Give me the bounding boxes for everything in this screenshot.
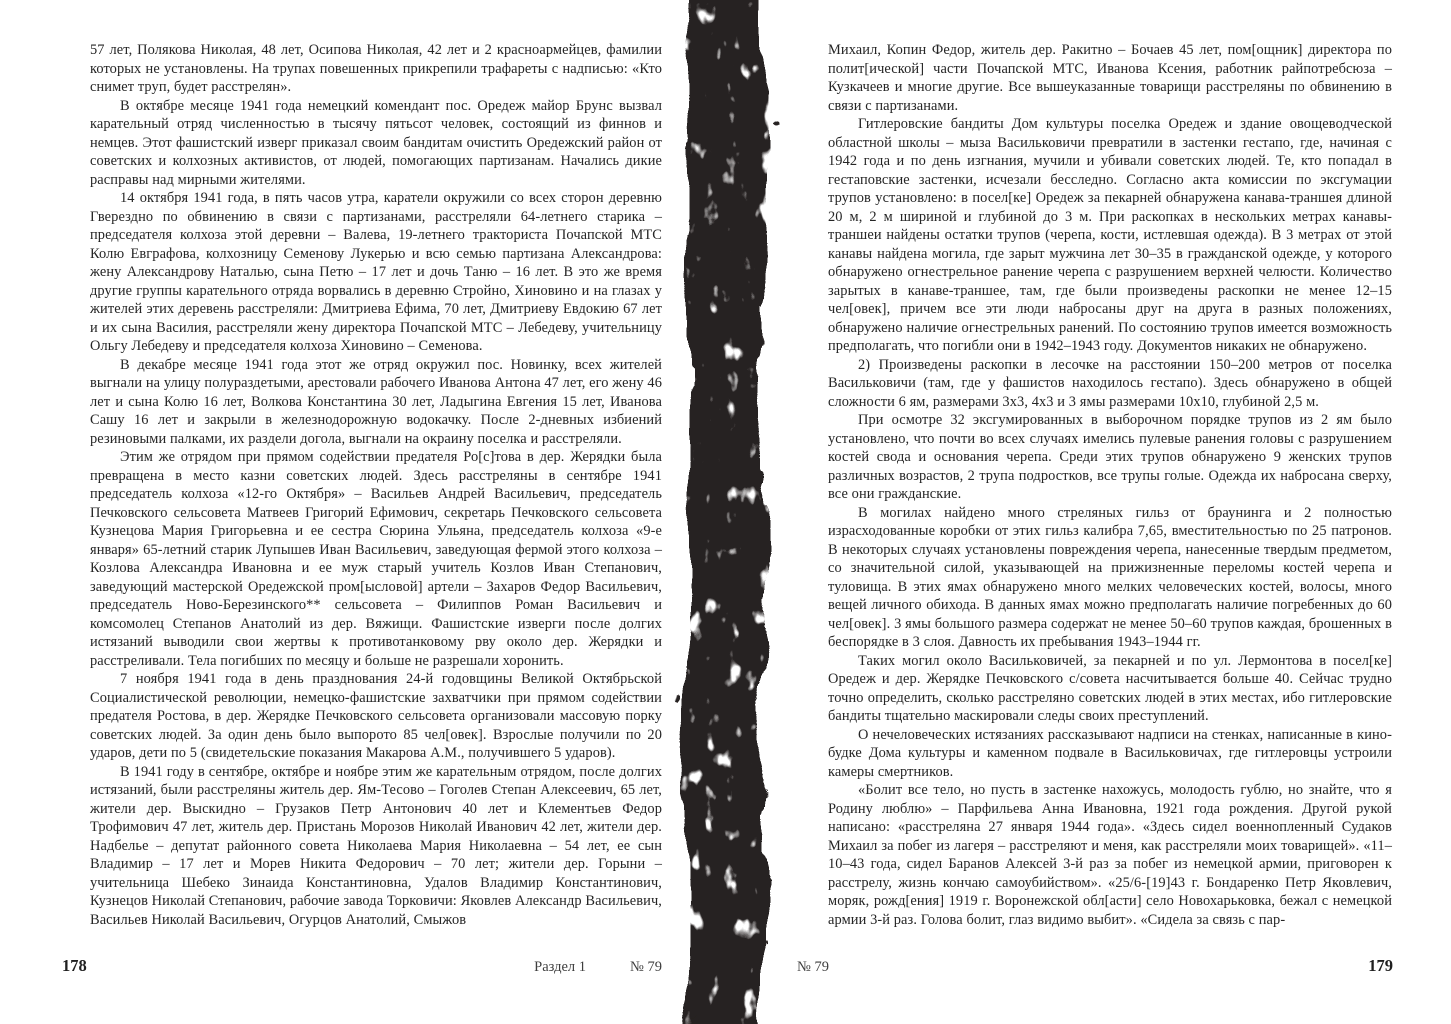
page-right-text [828, 41, 1392, 929]
paragraph: О нечеловеческих истязаниях рассказывают надписи на стенках, написанные в кино-будке Дома культуры и каменном подвале в Васильковичах, где гитлеровцы устроили камеры смертников. [828, 726, 1392, 780]
binding-ink-stain [668, 0, 788, 1024]
paragraph: При осмотре 32 эксгумированных в выборочном порядке трупов из 2 ям было установлено, что почти во всех случаях имелись пулевые ранения головы с разрушением костей свода и основания черепа. Среди этих трупов обнаружено 9 женских трупов различных возрастов, 2 трупа подростков, все трупы голые. Одежда их набросана сверху, все они гражданские. [828, 412, 1392, 502]
paragraph: Таких могил около Васильковичей, за пекарней и по ул. Лермонтова в посел[ке] Оредеж и дер. Жерядке Печковского с/совета насчитывается больше 40. Сейчас трудно точно определить, сколько расстреляно советских людей в этих местах, ибо гитлеровские бандиты тщательно маскировали следы своих преступлений. [828, 652, 1392, 724]
page-left-footer [62, 956, 662, 976]
running-footer-left [534, 959, 662, 976]
page-left-text [90, 41, 662, 929]
paragraph: 14 октября 1941 года, в пять часов утра, каратели окружили со всех сторон деревню Гверездно по обвинению в связи с партизанами, расстреляли 64-летнего старика – председателя колхоза этой деревни – Валева, 19-летнего тракториста Почапской МТС Колю Евграфова, колхозницу Семенову Лукерью и всю семью партизана Александрова: жену Александрову Наталью, сына Петю – 17 лет и дочь Таню – 16 лет. В это же время другие группы карательного отряда ворвались в деревню Стройно, Хиновино и на глазах у жителей этих деревень расстреляли: Дмитриева Ефима, 70 лет, Дмитриеву Евдокию 67 лет и их сына Василия, расстреляли жену директора Почапской МТС – Лебедеву, учительницу Ольгу Лебедеву и председателя колхоза Хиновино – Семенова. [90, 190, 662, 354]
paragraph: В могилах найдено много стреляных гильз от браунинга и 2 полностью израсходованные коробки от этих гильз калибра 7,65, вместительностью по 25 патронов. В некоторых случаях установлены повреждения черепа, нанесенные твердым предметом, со значительной силой, указывающей на прижизненные переломы костей черепа и туловища. В этих ямах обнаружено много мелких человеческих костей, волосы, много вещей личного обихода. В данных ямах можно предполагать наличие погребенных до 60 чел[овек]. 3 ямы большого размера содержат не менее 50–60 трупов каждая, брошенных в беспорядке в 3 слоя. Давность их пребывания 1943–1944 гг. [828, 504, 1392, 650]
paragraph: В 1941 году в сентябре, октябре и ноябре этим же карательным отрядом, после долгих истязаний, были расстреляны житель дер. Ям-Тесово – Гоголев Степан Алексеевич, 65 лет, жители дер. Выскидно – Грузаков Петр Антонович 40 лет и Клементьев Федор Трофимович 47 лет, житель дер. Пристань Морозов Николай Иванович 42 лет, жители дер. Надбелье – депутат районного совета Николаева Мария Николаевна – 54 лет, ее сын Владимир – 17 лет и Морев Никита Федорович – 70 лет; жители дер. Горыни – учительница Шебеко Зинаида Константиновна, Удалов Владимир Константинович, Кузнецов Николай Степанович, рабочие завода Торковичи: Яковлев Александр Васильевич, Васильев Николай Васильевич, Огурцов Анатолий, Смыжов [90, 763, 663, 928]
doc-number-label-left: № 79 [630, 959, 662, 975]
paragraph: «Болит все тело, но пусть в застенке нахожусь, молодость гублю, но знайте, что я Родину люблю» – Парфильева Анна Ивановна, 1921 года рождения. Другой рукой написано: «расстреляна 27 января 1944 года». «Здесь сидел военнопленный Судаков Михаил за побег из лагеря – расстреляют и меня, как расстреляли моих товарищей». «11–10–43 года, сидел Баранов Алексей 3-й раз за побег из немецкой армии, приговорен к расстрелу, жизнь кончаю самоубийством». «25/6-[19]43 г. Бондаренко Петр Яковлевич, моряк, рожд[ения] 1919 г. Воронежской обл[асти] село Новохарьковка, бежал с немецкой армии 3-й раз. Голова болит, глаз видимо выбит». «Сидела за связь с пар- [828, 782, 1392, 928]
page-number-right: 179 [1368, 956, 1393, 975]
paragraph: 7 ноября 1941 года в день празднования 24-й годовщины Великой Октябрьской Социалистической революции, немецко-фашистские захватчики при прямом содействии предателя Ростова, в дер. Жерядке Печковского сельсовета организовали массовую порку советских людей. За один день было выпорото 85 чел[овек]. Взрослые получили по 20 ударов, дети по 5 (свидетельские показания Макарова А.М., получившего 5 ударов). [90, 671, 662, 761]
section-label: Раздел 1 [534, 959, 587, 975]
paragraph: Этим же отрядом при прямом содействии предателя Ро[с]това в дер. Жерядки была превращена в место казни советских людей. Здесь расстреляны в сентябре 1941 председатель колхоза «12-го Октября» – Васильев Андрей Васильевич, председатель Печковского сельсовета Матвеев Григорий Ефимович, секретарь Печковского сельсовета Кузнецова Мария Григорьевна и ее сестра Сюрина Ульяна, председатель колхоза «9-е января» 65-летний старик Лупышев Иван Васильевич, заведующая фермой этого колхоза – Козлова Александра Ивановна и ее муж старый учитель Козлов Иван Степанович, заведующий мастерской Оредежской пром[ысловой] артели – Захаров Федор Васильевич, председатель Ново-Березинского** сельсовета – Филиппов Роман Васильевич и комсомолец Степанов Анатолий из дер. Вяжищи. Фашистские изверги после долгих истязаний выводили свои жертвы к противотанковому рву около дер. Жерядки и расстреливали. Тела погибших по месяцу и больше не разрешали хоронить. [90, 449, 662, 669]
paragraph: В октябре месяце 1941 года немецкий комендант пос. Оредеж майор Брунс вызвал карательный отряд численностью в тысячу пятьсот человек, состоящий из финнов и немцев. Этот фашистский изверг приказал своим бандитам очистить Оредежский район от советских и колхозных активистов, от людей, помогающих партизанам. Начались дикие расправы над мирными жителями. [90, 97, 662, 188]
doc-number-label-right: № 79 [797, 959, 829, 975]
paragraph: Михаил, Копин Федор, житель дер. Ракитно – Бочаев 45 лет, пом[ощник] директора по полит[ической] части Почапской МТС, Иванова Ксения, работник райпотребсюза – Кузкачеев и многие другие. Все вышеуказанные товарищи расстреляны по обвинению в связи с партизанами. [828, 42, 1392, 114]
page-right-footer [797, 956, 1393, 976]
page-number-left: 178 [62, 956, 87, 975]
paragraph: 2) Произведены раскопки в лесочке на расстоянии 150–200 метров от поселка Васильковичи (там, где у фашистов находилось гестапо). Здесь обнаружено в общей сложности 6 ям, размерами 3х3, 4х3 и 3 ямы размерами 10х10, глубиной 2,5 м. [828, 356, 1392, 410]
paragraph: Гитлеровские бандиты Дом культуры поселка Оредеж и здание овощеводческой областной школы – мыза Васильковичи превратили в застенки гестапо, где, начиная с 1942 года и по день изгнания, мучили и убивали советских людей. Те, кто попадал в гестаповские застенки, исчезали бесследно. Согласно акта комиссии по эксгумации трупов установлено: в посел[ке] Оредеж за пекарней обнаружена канава-траншея длиной 20 м, 2 м шириной и глубиной до 3 м. При раскопках в нескольких метрах канавы-траншеи найдены остатки трупов (черепа, кости, истлевшая одежда). В 3 метрах от этой канавы найдена могила, где зарыт мужчина лет 30–35 в гражданской одежде, у которого обнаружено огнестрельное ранение черепа с разрушением верхней челюсти. Количество зарытых в канаве-траншее, там, где были произведены раскопки не менее 12–15 чел[овек], причем все эти люди набросаны друг на друга в разных положениях, обнаружено наличие огнестрельных ранений. По состоянию трупов имеется возможность предполагать, что погибли они в 1942–1943 году. Документов никаких не обнаружено. [828, 116, 1392, 354]
paragraph: 57 лет, Полякова Николая, 48 лет, Осипова Николая, 42 лет и 2 красноармейцев, фамилии которых не установлены. На трупах повешенных прикрепили трафареты с надписью: «Кто снимет труп, будет расстрелян». [90, 42, 662, 95]
paragraph: В декабре месяце 1941 года этот же отряд окружил пос. Новинку, всех жителей выгнали на улицу полураздетыми, арестовали рабочего Иванова Антона 47 лет, его жену 46 лет и сына Колю 16 лет, Волкова Константина 30 лет, Ладыгина Евгения 15 лет, Иванова Сашу 16 лет и закрыли в железнодорожную водокачку. После 2-дневных избиений резиновыми палками, их раздели догола, выгнали на окраину поселка и расстреляли. [90, 356, 662, 447]
ink-stain-shape [677, 0, 775, 1024]
